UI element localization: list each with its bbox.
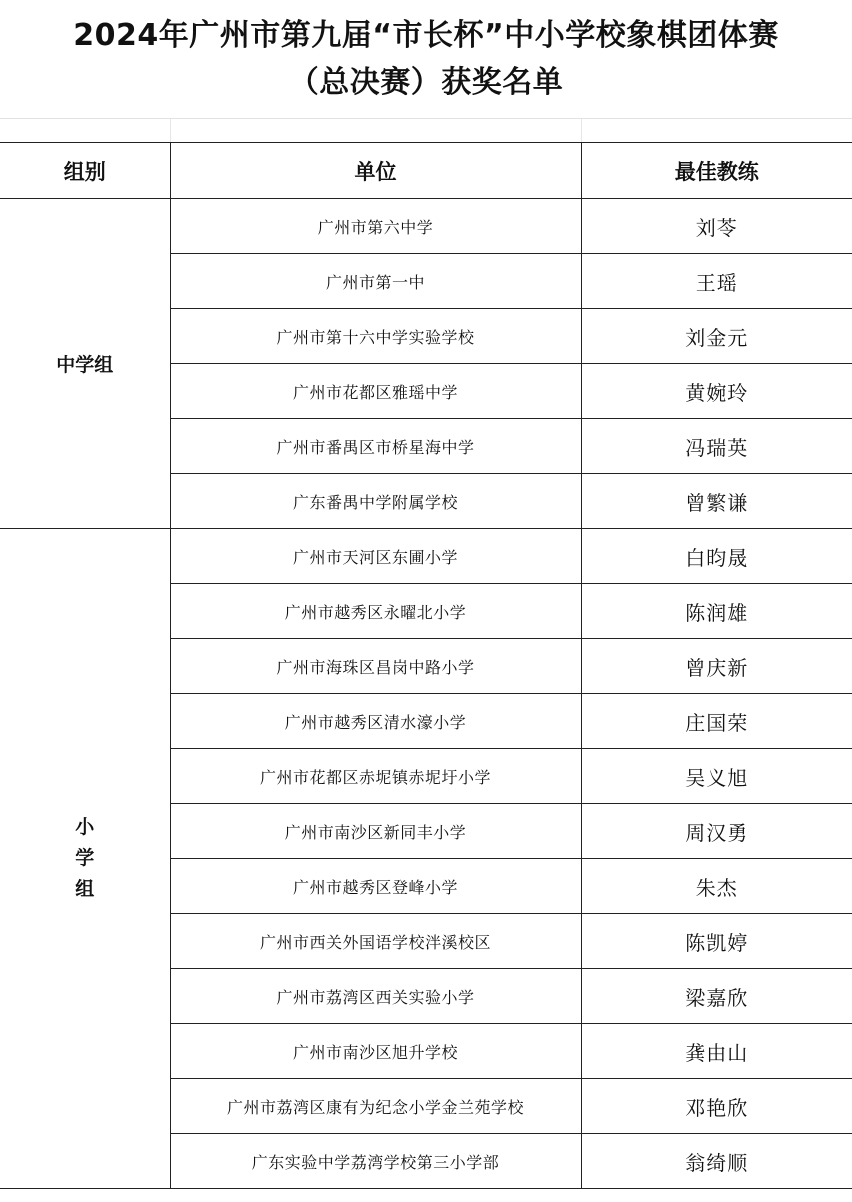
coach-cell: 冯瑞英 [581,419,852,474]
header-unit: 单位 [170,143,581,199]
header-best-coach: 最佳教练 [581,143,852,199]
unit-cell: 广州市南沙区新同丰小学 [170,804,581,859]
table-header-row [0,143,852,199]
coach-cell: 刘苓 [581,199,852,254]
table-body [0,199,852,1189]
unit-cell: 广州市花都区雅瑶中学 [170,364,581,419]
title-line-2: （总决赛）获奖名单 [288,65,564,100]
group-cell [0,529,170,1189]
unit-cell: 广东实验中学荔湾学校第三小学部 [170,1134,581,1189]
unit-cell: 广州市海珠区昌岗中路小学 [170,639,581,694]
unit-cell: 广州市越秀区清水濠小学 [170,694,581,749]
group-label: 小学组 [75,816,95,900]
coach-cell: 朱杰 [581,859,852,914]
coach-cell: 龚由山 [581,1024,852,1079]
coach-cell: 翁绮顺 [581,1134,852,1189]
unit-cell: 广州市番禺区市桥星海中学 [170,419,581,474]
unit-cell: 广州市越秀区登峰小学 [170,859,581,914]
coach-cell: 梁嘉欣 [581,969,852,1024]
unit-cell: 广州市第六中学 [170,199,581,254]
unit-cell: 广州市西关外国语学校泮溪校区 [170,914,581,969]
coach-cell: 陈凯婷 [581,914,852,969]
table-row [0,199,852,254]
unit-cell: 广州市南沙区旭升学校 [170,1024,581,1079]
unit-cell: 广州市花都区赤坭镇赤坭圩小学 [170,749,581,804]
coach-cell: 周汉勇 [581,804,852,859]
unit-cell: 广东番禺中学附属学校 [170,474,581,529]
blank-spacer-row [0,118,852,143]
table-row [0,529,852,584]
coach-cell: 曾繁谦 [581,474,852,529]
coach-cell: 吴义旭 [581,749,852,804]
coach-cell: 庄国荣 [581,694,852,749]
awards-table [0,142,852,1189]
header-group: 组别 [0,143,170,199]
coach-cell: 刘金元 [581,309,852,364]
coach-cell: 王瑶 [581,254,852,309]
unit-cell: 广州市荔湾区西关实验小学 [170,969,581,1024]
coach-cell: 陈润雄 [581,584,852,639]
coach-cell: 黄婉玲 [581,364,852,419]
group-cell: 中学组 [0,199,170,529]
unit-cell: 广州市第一中 [170,254,581,309]
unit-cell: 广州市越秀区永曜北小学 [170,584,581,639]
spacer-divider [581,119,582,143]
title-line-1: 2024年广州市第九届“市长杯”中小学校象棋团体赛 [73,18,779,53]
unit-cell: 广州市天河区东圃小学 [170,529,581,584]
coach-cell: 白昀晟 [581,529,852,584]
unit-cell: 广州市第十六中学实验学校 [170,309,581,364]
document-title [0,0,852,118]
coach-cell: 曾庆新 [581,639,852,694]
spacer-divider [170,119,171,143]
unit-cell: 广州市荔湾区康有为纪念小学金兰苑学校 [170,1079,581,1134]
coach-cell: 邓艳欣 [581,1079,852,1134]
